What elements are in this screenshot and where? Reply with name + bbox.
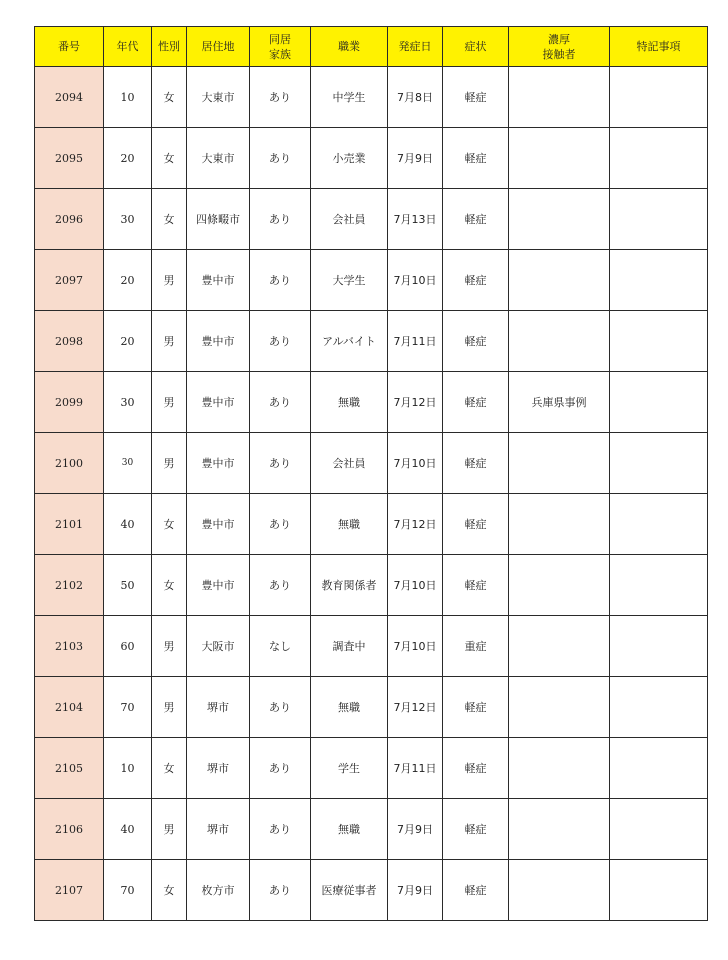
cell-close-contact	[509, 311, 610, 372]
cell-age-group: 30	[104, 433, 152, 494]
cell-close-contact	[509, 433, 610, 494]
header-row	[35, 27, 708, 67]
cell-residence: 堺市	[187, 799, 250, 860]
cell-cohabiting-family: あり	[250, 494, 311, 555]
cell-residence: 豊中市	[187, 372, 250, 433]
table-row	[35, 494, 708, 555]
cell-occupation: 中学生	[311, 67, 388, 128]
cell-occupation: 会社員	[311, 189, 388, 250]
cell-onset-date: 7月12日	[388, 494, 443, 555]
cell-notes	[610, 250, 708, 311]
cell-cohabiting-family: なし	[250, 616, 311, 677]
cell-case-number: 2095	[35, 128, 104, 189]
cell-onset-date: 7月12日	[388, 677, 443, 738]
cell-notes	[610, 738, 708, 799]
cell-symptom: 軽症	[443, 799, 509, 860]
cell-close-contact	[509, 494, 610, 555]
cell-occupation: 学生	[311, 738, 388, 799]
cell-residence: 大阪市	[187, 616, 250, 677]
table-row	[35, 311, 708, 372]
cell-case-number: 2105	[35, 738, 104, 799]
cell-notes	[610, 677, 708, 738]
column-header-sex	[152, 27, 187, 67]
cell-residence: 枚方市	[187, 860, 250, 921]
cell-sex: 女	[152, 67, 187, 128]
cell-age-group: 20	[104, 250, 152, 311]
cell-sex: 女	[152, 189, 187, 250]
cell-residence: 豊中市	[187, 555, 250, 616]
cell-occupation: アルバイト	[311, 311, 388, 372]
cell-cohabiting-family: あり	[250, 738, 311, 799]
cell-notes	[610, 433, 708, 494]
cell-age-group: 40	[104, 494, 152, 555]
cell-cohabiting-family: あり	[250, 250, 311, 311]
cell-age-group: 20	[104, 128, 152, 189]
cell-sex: 男	[152, 311, 187, 372]
cell-age-group: 10	[104, 67, 152, 128]
column-header-label: 家族	[269, 47, 291, 61]
cell-residence: 堺市	[187, 738, 250, 799]
cell-symptom: 軽症	[443, 128, 509, 189]
cell-cohabiting-family: あり	[250, 128, 311, 189]
cell-cohabiting-family: あり	[250, 677, 311, 738]
cell-occupation: 調査中	[311, 616, 388, 677]
cell-close-contact	[509, 555, 610, 616]
cell-case-number: 2100	[35, 433, 104, 494]
cell-case-number: 2101	[35, 494, 104, 555]
cell-sex: 男	[152, 433, 187, 494]
column-header-symptom	[443, 27, 509, 67]
cell-cohabiting-family: あり	[250, 860, 311, 921]
cell-notes	[610, 311, 708, 372]
cell-case-number: 2098	[35, 311, 104, 372]
cell-onset-date: 7月10日	[388, 616, 443, 677]
cell-cohabiting-family: あり	[250, 555, 311, 616]
cell-age-group: 60	[104, 616, 152, 677]
cell-onset-date: 7月8日	[388, 67, 443, 128]
cell-onset-date: 7月11日	[388, 738, 443, 799]
column-header-label: 番号	[58, 40, 80, 53]
column-header-label: 濃厚	[548, 32, 570, 46]
cell-onset-date: 7月10日	[388, 555, 443, 616]
column-header-label: 症状	[464, 40, 487, 53]
cell-age-group: 30	[104, 372, 152, 433]
table-row	[35, 616, 708, 677]
cell-close-contact	[509, 860, 610, 921]
cell-close-contact	[509, 250, 610, 311]
cell-symptom: 軽症	[443, 250, 509, 311]
cell-case-number: 2097	[35, 250, 104, 311]
column-header-label: 性別	[158, 40, 180, 53]
column-header-label: 居住地	[201, 40, 235, 53]
table-row	[35, 433, 708, 494]
table-row	[35, 738, 708, 799]
table-row	[35, 128, 708, 189]
cell-residence: 大東市	[187, 67, 250, 128]
cell-occupation: 無職	[311, 799, 388, 860]
cell-residence: 豊中市	[187, 494, 250, 555]
cell-onset-date: 7月13日	[388, 189, 443, 250]
cell-notes	[610, 372, 708, 433]
cell-sex: 女	[152, 128, 187, 189]
cell-close-contact	[509, 67, 610, 128]
cell-cohabiting-family: あり	[250, 67, 311, 128]
cell-close-contact	[509, 677, 610, 738]
cell-symptom: 軽症	[443, 494, 509, 555]
cell-sex: 男	[152, 250, 187, 311]
cell-notes	[610, 616, 708, 677]
table-row	[35, 860, 708, 921]
cell-sex: 男	[152, 799, 187, 860]
cell-age-group: 10	[104, 738, 152, 799]
cell-onset-date: 7月10日	[388, 433, 443, 494]
column-header-label: 特記事項	[636, 40, 681, 53]
cell-cohabiting-family: あり	[250, 433, 311, 494]
table-header	[35, 27, 708, 67]
cell-residence: 四條畷市	[187, 189, 250, 250]
cell-notes	[610, 189, 708, 250]
cell-case-number: 2103	[35, 616, 104, 677]
table-row	[35, 67, 708, 128]
column-header-occupation	[311, 27, 388, 67]
cell-onset-date: 7月10日	[388, 250, 443, 311]
cell-residence: 豊中市	[187, 250, 250, 311]
column-header-close-contact	[509, 27, 610, 67]
cell-case-number: 2104	[35, 677, 104, 738]
cell-occupation: 無職	[311, 494, 388, 555]
column-header-label: 接触者	[542, 47, 576, 61]
column-header-label: 発症日	[398, 40, 432, 53]
table-row	[35, 555, 708, 616]
column-header-age-group	[104, 27, 152, 67]
cell-symptom: 軽症	[443, 67, 509, 128]
cell-onset-date: 7月9日	[388, 860, 443, 921]
column-header-notes	[610, 27, 708, 67]
cell-case-number: 2094	[35, 67, 104, 128]
cell-sex: 女	[152, 555, 187, 616]
cell-cohabiting-family: あり	[250, 189, 311, 250]
cell-onset-date: 7月12日	[388, 372, 443, 433]
cell-occupation: 医療従事者	[311, 860, 388, 921]
cell-close-contact	[509, 799, 610, 860]
cell-symptom: 軽症	[443, 433, 509, 494]
cell-sex: 女	[152, 494, 187, 555]
cell-residence: 堺市	[187, 677, 250, 738]
cell-sex: 男	[152, 372, 187, 433]
cell-close-contact	[509, 189, 610, 250]
cell-occupation: 無職	[311, 372, 388, 433]
cell-close-contact: 兵庫県事例	[509, 372, 610, 433]
column-header-label: 職業	[338, 40, 360, 53]
table-row	[35, 189, 708, 250]
cell-notes	[610, 494, 708, 555]
cell-symptom: 重症	[443, 616, 509, 677]
cell-residence: 大東市	[187, 128, 250, 189]
cell-cohabiting-family: あり	[250, 311, 311, 372]
cell-sex: 男	[152, 616, 187, 677]
column-header-case-number	[35, 27, 104, 67]
cell-occupation: 無職	[311, 677, 388, 738]
cell-symptom: 軽症	[443, 738, 509, 799]
cell-notes	[610, 67, 708, 128]
cell-residence: 豊中市	[187, 311, 250, 372]
cell-age-group: 70	[104, 677, 152, 738]
cell-age-group: 70	[104, 860, 152, 921]
cell-notes	[610, 128, 708, 189]
cell-age-group: 50	[104, 555, 152, 616]
cell-cohabiting-family: あり	[250, 799, 311, 860]
cell-close-contact	[509, 616, 610, 677]
column-header-cohabiting-family	[250, 27, 311, 67]
cell-onset-date: 7月11日	[388, 311, 443, 372]
cell-case-number: 2096	[35, 189, 104, 250]
cell-age-group: 30	[104, 189, 152, 250]
cell-case-number: 2099	[35, 372, 104, 433]
cell-symptom: 軽症	[443, 189, 509, 250]
table-body	[35, 67, 708, 921]
cell-occupation: 大学生	[311, 250, 388, 311]
cell-age-group: 20	[104, 311, 152, 372]
cell-residence: 豊中市	[187, 433, 250, 494]
table-row	[35, 677, 708, 738]
cell-symptom: 軽症	[443, 372, 509, 433]
case-table	[34, 26, 708, 921]
cell-symptom: 軽症	[443, 311, 509, 372]
cell-symptom: 軽症	[443, 555, 509, 616]
cell-case-number: 2102	[35, 555, 104, 616]
column-header-residence	[187, 27, 250, 67]
cell-close-contact	[509, 128, 610, 189]
cell-sex: 女	[152, 860, 187, 921]
cell-close-contact	[509, 738, 610, 799]
cell-case-number: 2107	[35, 860, 104, 921]
cell-cohabiting-family: あり	[250, 372, 311, 433]
cell-age-group: 40	[104, 799, 152, 860]
cell-onset-date: 7月9日	[388, 128, 443, 189]
column-header-onset-date	[388, 27, 443, 67]
cell-notes	[610, 860, 708, 921]
cell-occupation: 会社員	[311, 433, 388, 494]
cell-notes	[610, 799, 708, 860]
table-row	[35, 250, 708, 311]
cell-symptom: 軽症	[443, 677, 509, 738]
column-header-label: 同居	[269, 32, 291, 46]
cell-notes	[610, 555, 708, 616]
cell-occupation: 小売業	[311, 128, 388, 189]
cell-sex: 女	[152, 738, 187, 799]
cell-onset-date: 7月9日	[388, 799, 443, 860]
cell-case-number: 2106	[35, 799, 104, 860]
table-row	[35, 799, 708, 860]
cell-symptom: 軽症	[443, 860, 509, 921]
cell-sex: 男	[152, 677, 187, 738]
table-row	[35, 372, 708, 433]
cell-occupation: 教育関係者	[311, 555, 388, 616]
column-header-label: 年代	[116, 40, 139, 53]
